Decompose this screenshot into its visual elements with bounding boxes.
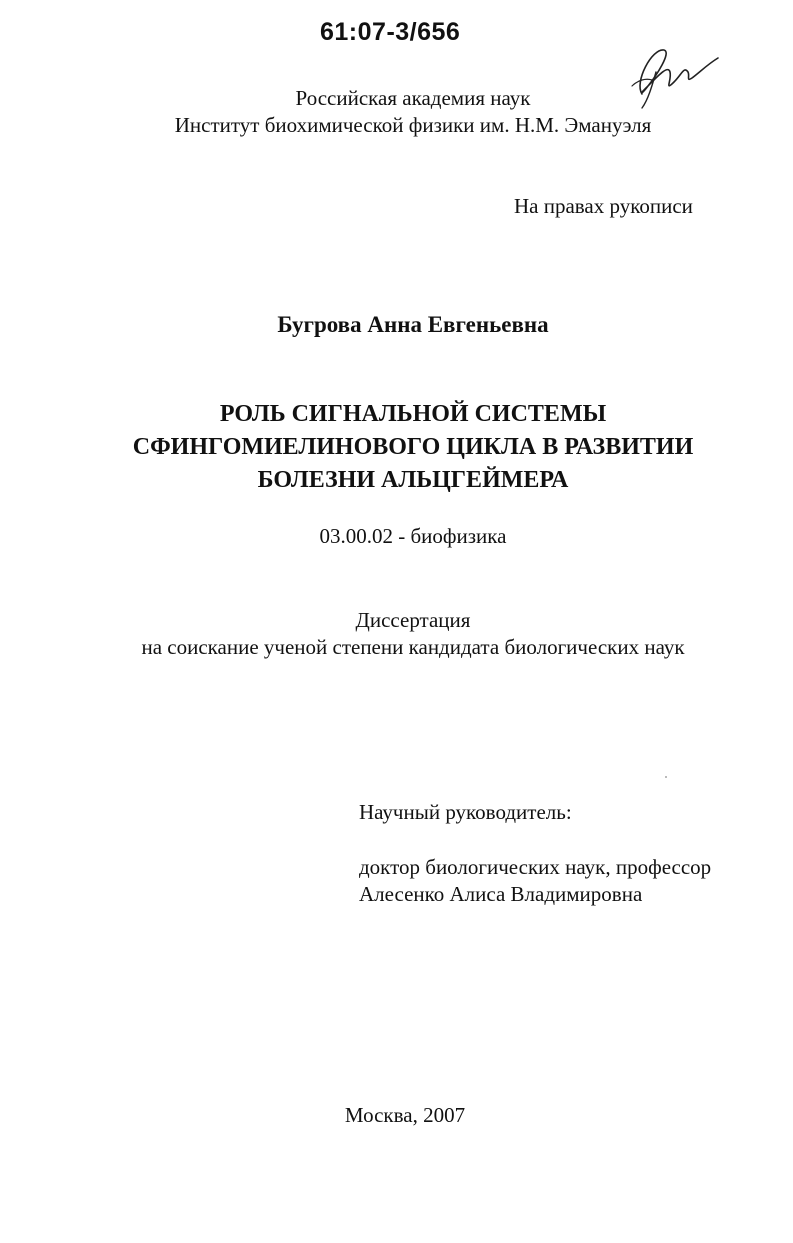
supervisor-name: Алесенко Алиса Владимировна [359,882,643,906]
title-line-1: РОЛЬ СИГНАЛЬНОЙ СИСТЕМЫ [219,401,607,427]
manuscript-rights: На правах рукописи [514,194,693,218]
title-line-2: СФИНГОМИЕЛИНОВОГО ЦИКЛА В РАЗВИТИИ [132,434,694,460]
academy-name: Российская академия наук [295,86,531,110]
institute-name: Институт биохимической физики им. Н.М. Эмануэля [174,113,652,137]
supervisor-heading: Научный руководитель: [359,800,572,824]
city-year: Москва, 2007 [344,1103,466,1127]
degree-purpose: на соискание ученой степени кандидата биологических наук [141,635,685,659]
dissertation-label: Диссертация [355,608,471,632]
dissertation-title [0,398,793,497]
supervisor-degree: доктор биологических наук, профессор [359,855,712,879]
title-line-3: БОЛЕЗНИ АЛЬЦГЕЙМЕРА [257,467,569,493]
author-name: Бугрова Анна Евгеньевна [277,312,549,337]
specialty-code: 03.00.02 - биофизика [319,524,507,548]
catalog-number: 61:07-3/656 [320,18,461,46]
scan-speck [665,776,667,778]
